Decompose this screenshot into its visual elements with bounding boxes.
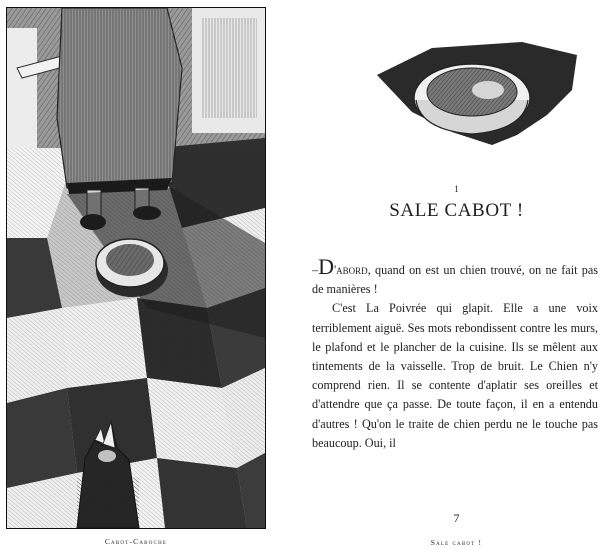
paragraph-1-text: , quand on est un chien trouvé, on ne fait pas de manières ! [312,263,598,297]
running-footer: Sale cabot ! [430,538,483,547]
body-text [312,254,598,453]
bowl-vignette [372,30,582,160]
drop-cap: D [318,254,334,279]
right-page [300,0,613,550]
kitchen-illustration [6,7,266,529]
small-caps-word: 'abord [333,263,368,277]
page-number: 7 [453,511,460,525]
left-page [0,0,300,550]
chapter-title: SALE CABOT ! [389,200,524,221]
chapter-number: 1 [454,184,459,194]
dialogue-dash: – [312,263,319,277]
paragraph-2: C'est La Poivrée qui glapit. Elle a une voix terriblement aiguë. Ses mots rebondissent contre les murs, le plafond et le plancher de la cuisine. Ils se mêlent aux tintements de la vaisselle. Trop de bruit. Le Chien n'y comprend rien. Il se contente d'aplatir ses oreilles et d'attendre que ça passe. De toute façon, il en a entendu d'autres ! Qu'on le traite de chien perdu ne le touche pas beaucoup. Oui, il [312,301,598,450]
illustration-caption: Cabot-Caboche [104,537,168,546]
paragraph-1 [312,254,598,299]
